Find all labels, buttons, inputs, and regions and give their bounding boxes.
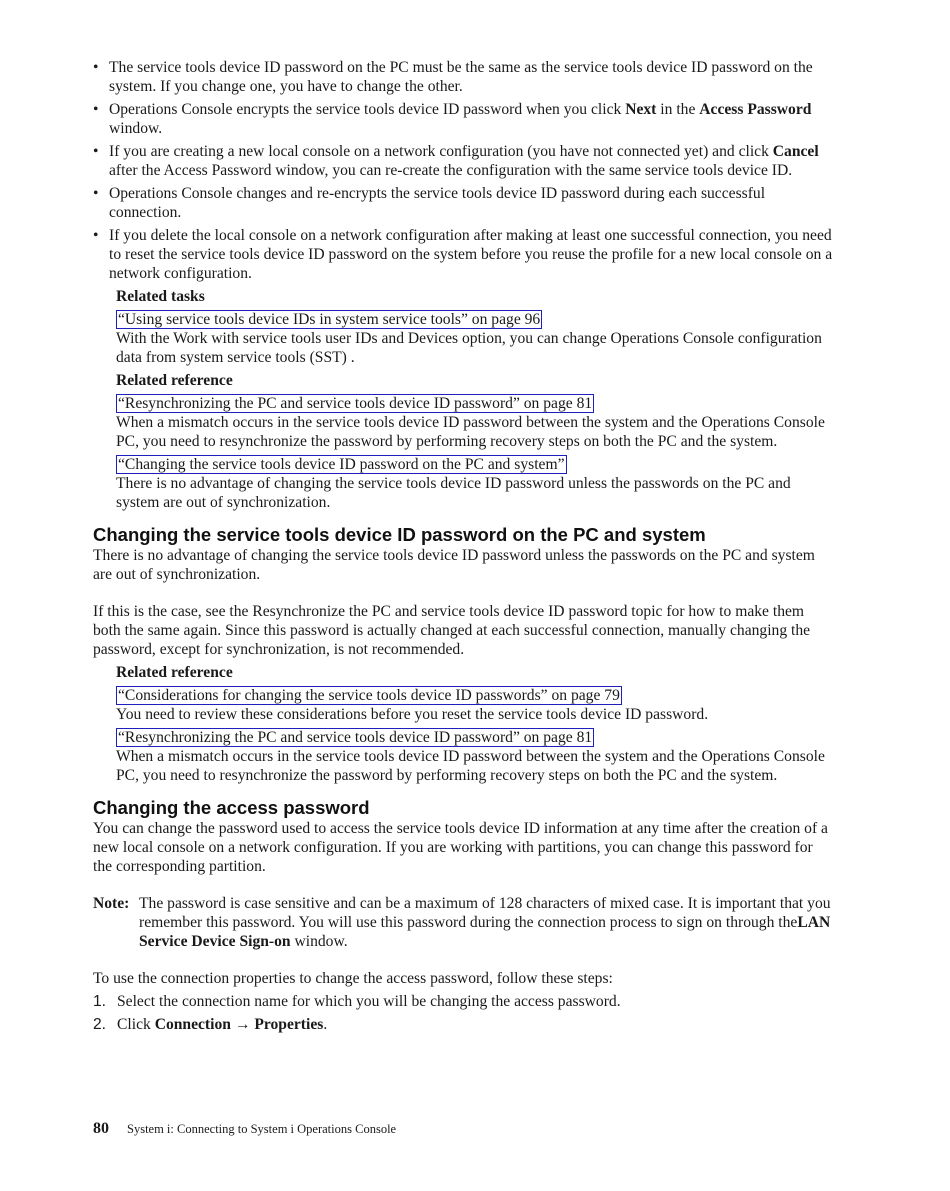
arrow-icon: → xyxy=(230,1016,255,1033)
related-reference xyxy=(116,663,833,785)
related-link-description: When a mismatch occurs in the service tools device ID password between the system and the Operations Console PC, you need to resynchronize the password by performing recovery steps on both the PC and the system. xyxy=(116,414,825,450)
step-item xyxy=(93,1015,833,1034)
step-text-part: Click xyxy=(117,1016,155,1033)
note-text-part: The password is case sensitive and can be a maximum of 128 characters of mixed case. It is important that you remember this password. You will use this password during the connection process to sign on through the xyxy=(139,895,831,931)
document-page xyxy=(93,58,833,1038)
related-tasks-heading: Related tasks xyxy=(116,288,205,305)
note-text xyxy=(139,894,833,951)
related-link-description: There is no advantage of changing the service tools device ID password unless the passwords on the PC and system are out of synchronization. xyxy=(116,475,791,511)
related-link[interactable]: “Resynchronizing the PC and service tools device ID password” on page 81 xyxy=(118,395,593,412)
related-reference-heading: Related reference xyxy=(116,664,233,681)
note-text-part: window. xyxy=(290,933,348,950)
bullet-item xyxy=(93,100,833,138)
bold-term-connection: Connection xyxy=(154,1016,231,1033)
step-text: Select the connection name for which you will be changing the access password. xyxy=(117,993,621,1010)
related-link[interactable]: “Resynchronizing the PC and service tools device ID password” on page 81 xyxy=(118,729,593,746)
related-link[interactable]: “Using service tools device IDs in system service tools” on page 96 xyxy=(118,311,541,328)
page-footer xyxy=(93,1120,396,1138)
bullet-text: If you are creating a new local console on a network configuration (you have not connected yet) and click xyxy=(109,143,773,160)
step-text xyxy=(117,1015,327,1034)
footer-title: System i: Connecting to System i Operations Console xyxy=(127,1122,397,1136)
paragraph: There is no advantage of changing the service tools device ID password unless the passwords on the PC and system are out of synchronization. xyxy=(93,547,815,583)
section-heading: Changing the service tools device ID password on the PC and system xyxy=(93,524,706,545)
paragraph: To use the connection properties to change the access password, follow these steps: xyxy=(93,970,613,987)
bullet-item xyxy=(93,226,833,283)
bullet-item xyxy=(93,142,833,180)
related-link-description: When a mismatch occurs in the service tools device ID password between the system and the Operations Console PC, you need to resynchronize the password by performing recovery steps on both the PC and the system. xyxy=(116,748,825,784)
bullet-text: in the xyxy=(656,101,700,118)
related-tasks xyxy=(116,287,833,367)
bold-term-lan-sign-on: LAN Service Device Sign-on xyxy=(139,914,831,950)
bold-term-cancel: Cancel xyxy=(772,143,819,160)
paragraph: If this is the case, see the Resynchronize the PC and service tools device ID password topic for how to make them both the same again. Since this password is actually changed at each successful connection, manually changing the password, except for synchronization, is not recommended. xyxy=(93,603,811,658)
step-number: 2. xyxy=(93,1016,107,1033)
bold-term-properties: Properties xyxy=(254,1016,324,1033)
bullet-text: The service tools device ID password on the PC must be the same as the service tools device ID password on the system. If you change one, you have to change the other. xyxy=(109,59,813,95)
bullet-text: Operations Console encrypts the service tools device ID password when you click xyxy=(109,101,626,118)
note-block xyxy=(93,894,833,951)
note-label: Note: xyxy=(93,895,130,912)
steps-list xyxy=(93,992,833,1034)
bullet-list xyxy=(93,58,833,283)
bullet-text: Operations Console changes and re-encrypts the service tools device ID password during each successful connection. xyxy=(109,185,766,221)
related-link[interactable]: “Considerations for changing the service tools device ID passwords” on page 79 xyxy=(118,687,620,704)
related-reference xyxy=(116,371,833,512)
bold-term-access-password: Access Password xyxy=(699,101,812,118)
bullet-text: after the Access Password window, you can re-create the configuration with the same service tools device ID. xyxy=(109,162,793,179)
related-reference-heading: Related reference xyxy=(116,372,233,389)
paragraph: You can change the password used to access the service tools device ID information at any time after the creation of a new local console on a network configuration. If you are working with partitions, you can change this password for the corresponding partition. xyxy=(93,820,828,875)
section-heading: Changing the access password xyxy=(93,797,370,818)
page-number: 80 xyxy=(93,1120,109,1137)
bold-term-next: Next xyxy=(625,101,657,118)
bullet-item xyxy=(93,184,833,222)
related-link[interactable]: “Changing the service tools device ID password on the PC and system” xyxy=(118,456,565,473)
bullet-text: If you delete the local console on a network configuration after making at least one successful connection, you need to reset the service tools device ID password on the system before you reuse the profile for a new local console on a network configuration. xyxy=(109,227,833,282)
related-link-description: With the Work with service tools user IDs and Devices option, you can change Operations Console configuration data from system service tools (SST) . xyxy=(116,330,822,366)
related-link-description: You need to review these considerations before you reset the service tools device ID password. xyxy=(116,706,709,723)
step-number: 1. xyxy=(93,993,107,1010)
step-item xyxy=(93,992,833,1011)
step-text-part: . xyxy=(323,1016,328,1033)
bullet-item xyxy=(93,58,833,96)
bullet-text: window. xyxy=(109,120,163,137)
